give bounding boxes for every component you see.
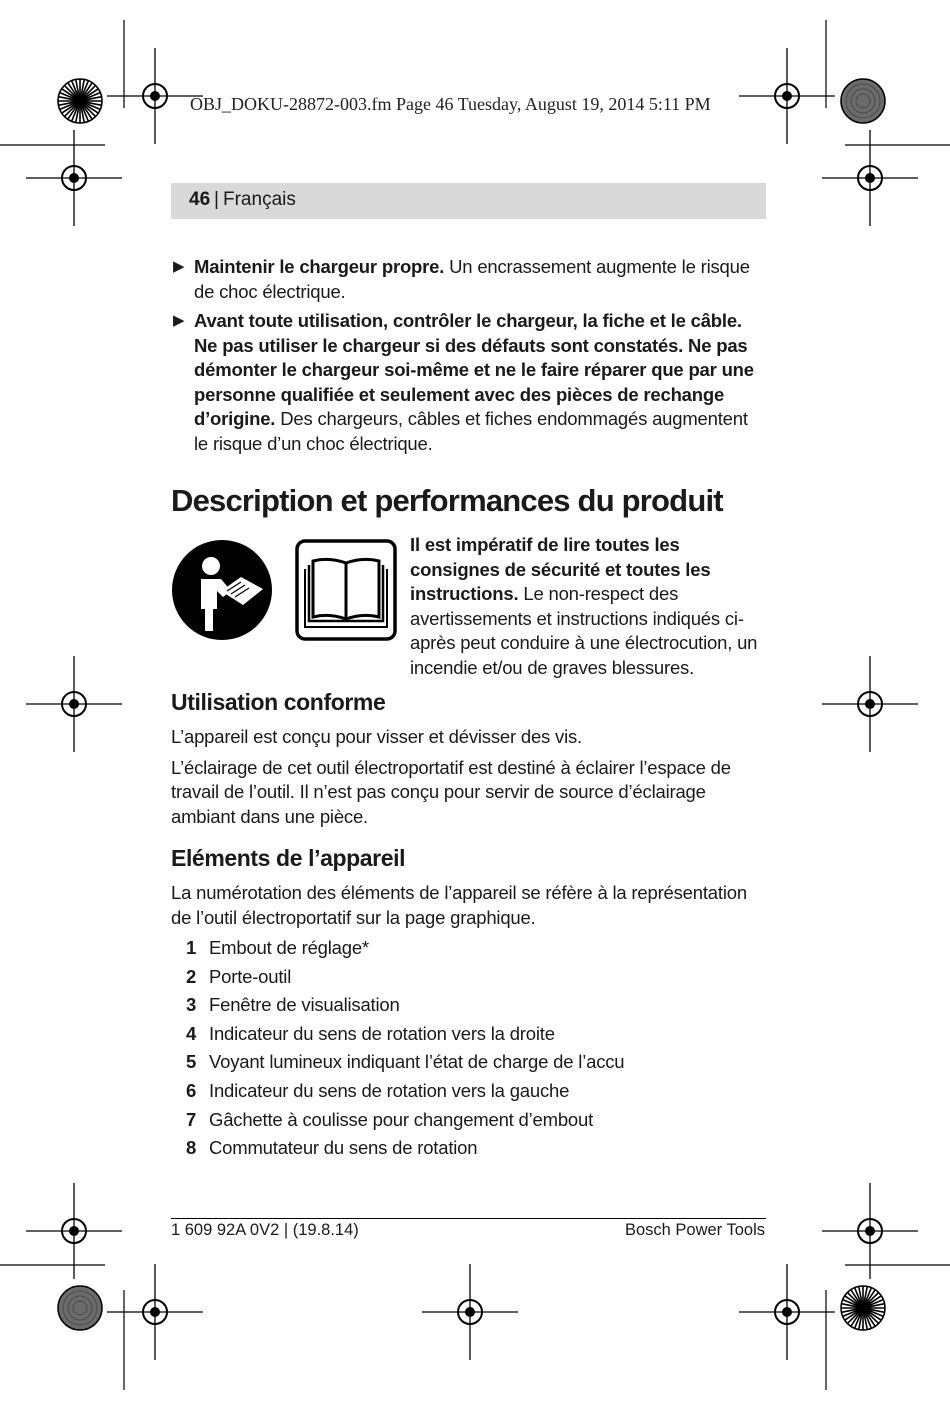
item-label: Indicateur du sens de rotation vers la gauche (209, 1079, 570, 1101)
section-title: Description et performances du produit (171, 483, 723, 518)
item-label: Porte-outil (209, 965, 292, 987)
footer-divider (171, 1218, 766, 1219)
safety-bullet (171, 255, 766, 304)
print-file-header: OBJ_DOKU-28872-003.fm Page 46 Tuesday, August 19, 2014 5:11 PM (190, 94, 711, 114)
item-label: Gâchette à coulisse pour changement d’embout (209, 1108, 594, 1130)
intended-use-paragraph: L’appareil est conçu pour visser et dévisser des vis. (171, 726, 582, 747)
page-content (171, 255, 766, 1165)
item-number: 3 (186, 994, 197, 1016)
item-number: 5 (186, 1051, 197, 1073)
read-notice-body: Le non-respect des avertissements et instructions indiqués ci-après peut conduire à une électrocution, un incendie et/ou de graves blessures. (410, 583, 758, 678)
read-manual-person-icon (171, 539, 273, 641)
list-item (171, 1108, 766, 1137)
list-item (171, 993, 766, 1022)
page-number: 46 (189, 189, 211, 210)
instruction-book-icon (295, 539, 397, 641)
item-label: Embout de réglage* (209, 937, 369, 958)
bullet-text: Un encrassement augmente le risque de choc électrique. (194, 256, 750, 302)
language-label: Français (223, 189, 296, 210)
page-banner (171, 183, 766, 219)
item-label: Voyant lumineux indiquant l’état de charge de l’accu (209, 1051, 625, 1073)
item-label: Indicateur du sens de rotation vers la droite (209, 1022, 555, 1044)
bullet-text: Des chargeurs, câbles et fiches endommagés augmentent le risque d’un choc électrique. (194, 408, 748, 454)
banner-separator: | (214, 189, 219, 210)
item-number: 1 (186, 937, 197, 958)
components-heading: Eléments de l’appareil (171, 845, 406, 871)
list-item (171, 1079, 766, 1108)
safety-bullet (171, 309, 766, 456)
bullet-triangle-icon: ▶ (173, 258, 185, 275)
list-item (171, 1050, 766, 1079)
footer-doc-number: 1 609 92A 0V2 | (19.8.14) (171, 1221, 359, 1239)
item-number: 8 (186, 1137, 197, 1159)
bullet-emphasis: Maintenir le chargeur propre. (194, 256, 445, 277)
intended-use-paragraph: L’éclairage de cet outil électroportatif est destiné à éclairer l’espace de travail de l’outil. Il n’est pas conçu pour servir de source d’éclairage ambiant dans une pièce. (171, 756, 731, 827)
list-item (171, 936, 766, 965)
bullet-triangle-icon: ▶ (173, 312, 185, 329)
item-number: 2 (186, 965, 197, 987)
footer-brand: Bosch Power Tools (624, 1221, 765, 1239)
list-item (171, 1022, 766, 1051)
item-label: Fenêtre de visualisation (209, 994, 400, 1016)
read-notice-text (410, 533, 770, 680)
bullet-emphasis: Avant toute utilisation, contrôler le chargeur, la fiche et le câble. Ne pas utiliser le chargeur si des défauts sont constatés. Ne pas démonter le chargeur soi-même et ne le faire réparer que par une personne qualifiée et seulement avec des pièces de rechange d’origine. (194, 310, 754, 429)
item-number: 6 (186, 1079, 197, 1101)
intended-use-heading: Utilisation conforme (171, 689, 386, 715)
item-number: 7 (186, 1108, 197, 1130)
read-notice-emphasis: Il est impératif de lire toutes les consignes de sécurité et toutes les instructions. (410, 534, 711, 604)
list-item (171, 1136, 766, 1165)
read-instructions-notice (171, 533, 766, 678)
components-list (171, 936, 766, 1165)
item-label: Commutateur du sens de rotation (209, 1137, 478, 1159)
list-item (171, 965, 766, 994)
item-number: 4 (186, 1022, 197, 1044)
components-intro: La numérotation des éléments de l’appareil se réfère à la représentation de l’outil électroportatif sur la page graphique. (171, 882, 747, 928)
